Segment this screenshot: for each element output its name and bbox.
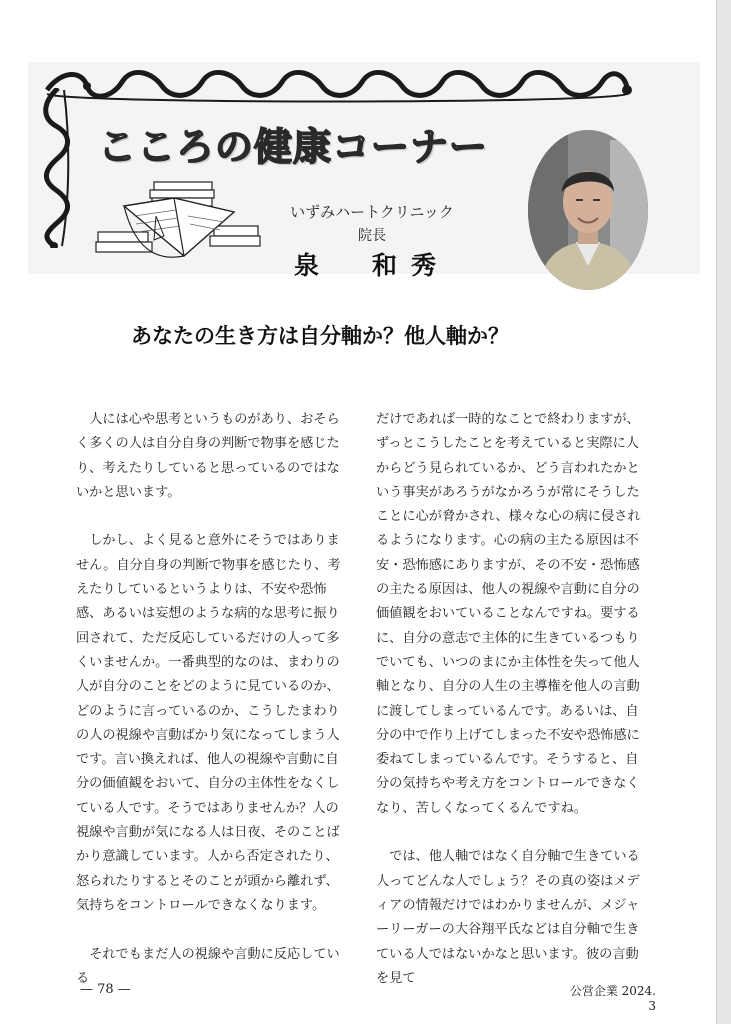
author-role: 院長 — [358, 228, 386, 244]
series-title: こころの健康コーナー — [98, 125, 489, 169]
author-name: 泉 和秀 — [293, 251, 450, 280]
page-number: — 78 — — [80, 982, 131, 997]
page-edge — [716, 0, 731, 1024]
clinic-name: いずみハートクリニック — [290, 203, 454, 221]
paragraph: では、他人軸ではなく自分軸で生きている人ってどんな人でしょう？その真の姿はメディアの情報だけではわかりませんが、メジャーリーガーの大谷翔平氏などは自分軸で生きている人ではないかなと思います。彼の言動を見て — [376, 849, 640, 986]
paragraph: それでもまだ人の視線や言動に反応している — [76, 946, 340, 986]
ornament-border-left — [40, 88, 76, 248]
publication-info: 公営企業 2024. 3 — [569, 984, 656, 1013]
paragraph: しかし、よく見ると意外にそうではありません。自分自身の判断で物事を感じたり、考えたりしているというよりは、不安や恐怖感、あるいは妄想のような病的な思考に振り回されて、ただ反応しているだけの人って多くいませんか。一番典型的なのは、まわりの人が自分のことをどのように見ているのか、どのように言っているのか、こうしたまわりの人の視線や言動ばかり気になってしまう人です。言い換えれば、他人の視線や言動に自分の価値観をおいて、自分の主体性をなくしている人です。そうではありませんか？人の視線や言動が気になる人は日夜、そのことばかり意識しています。人から否定されたり、怒られたりするとそのことが頭から離れず、気持ちをコントロールできなくなります。 — [76, 533, 341, 913]
books-illustration — [94, 176, 264, 268]
author-portrait — [528, 130, 648, 290]
article-column-right — [376, 408, 648, 991]
article-headline: あなたの生き方は自分軸か？他人軸か？ — [131, 324, 509, 348]
paragraph: だけであれば一時的なことで終わりますが、ずっとこうしたことを考えていると実際に人からどう見られているか、どう言われたかという事実があろうがなかろうが常にそうしたことに心が脅かされ、様々な心の病に侵されるようになります。心の病の主たる原因は不安・恐怖感にありますが、その不安・恐怖感の主たる原因は、他人の視線や言動に自分の価値観をおいていることなんですね。要するに、自分の意志で主体的に生きているつもりでいても、いつのまにか主体性を失って他人軸となり、自分の人生の主導権を他人の言動に渡してしまっているんです。あるいは、自分の中で作り上げてしまった不安や恐怖感に委ねてしまっているんです。そうすると、自分の気持ちや考え方をコントロールできなくなり、苦しくなってくるんですね。 — [376, 412, 641, 816]
article-column-left — [76, 408, 348, 991]
ornament-border-top — [42, 68, 632, 108]
author-portrait-image — [528, 130, 648, 290]
paragraph: 人には心や思考というものがあり、おそらく多くの人は自分自身の判断で物事を感じたり、考えたりしていると思っているのではないかと思います。 — [76, 412, 340, 500]
